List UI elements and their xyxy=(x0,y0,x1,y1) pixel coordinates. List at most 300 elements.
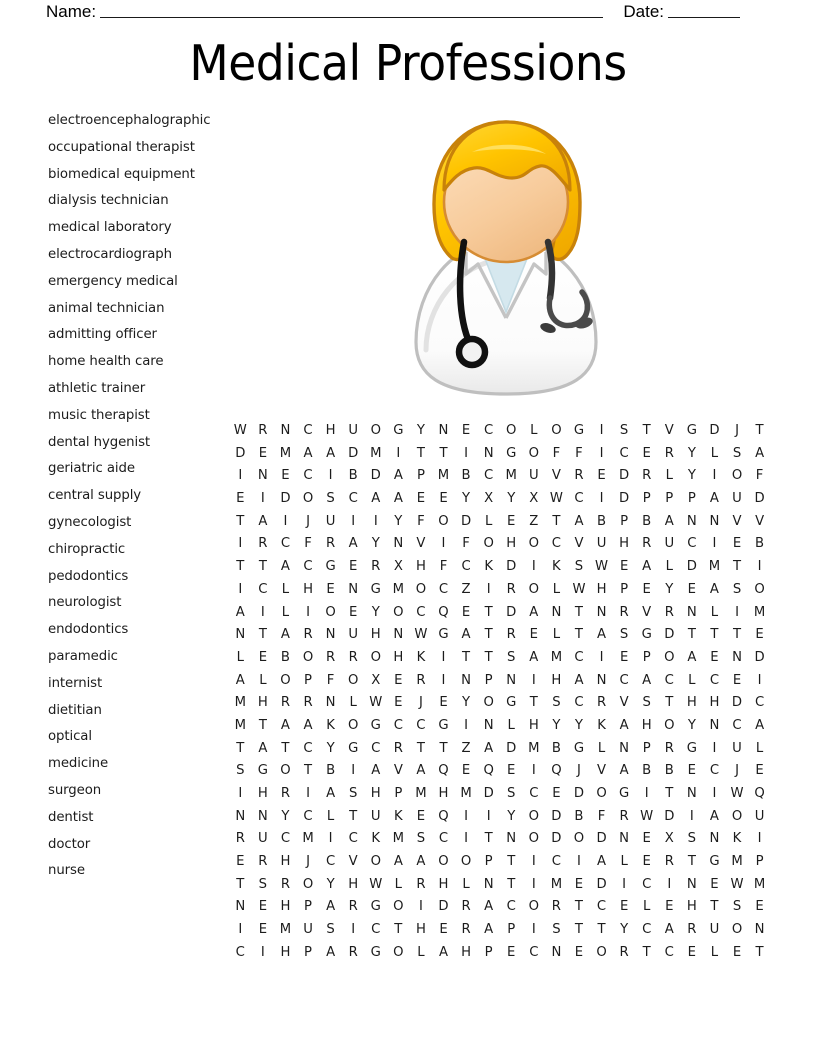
grid-cell[interactable]: H xyxy=(257,695,268,711)
grid-cell[interactable]: C xyxy=(416,717,426,733)
grid-cell[interactable]: G xyxy=(370,717,381,733)
grid-cell[interactable]: R xyxy=(461,899,471,915)
grid-cell[interactable]: T xyxy=(507,854,516,870)
grid-cell[interactable]: I xyxy=(667,876,672,892)
grid-cell[interactable]: E xyxy=(665,899,674,915)
grid-cell[interactable]: D xyxy=(619,491,630,507)
grid-cell[interactable]: W xyxy=(595,559,609,575)
grid-cell[interactable]: L xyxy=(710,445,719,461)
grid-cell[interactable]: C xyxy=(303,423,313,438)
grid-cell[interactable]: B xyxy=(461,468,471,484)
grid-cell[interactable]: N xyxy=(551,604,562,620)
grid-cell[interactable]: J xyxy=(306,854,310,870)
grid-cell[interactable]: Z xyxy=(461,740,471,756)
grid-cell[interactable]: O xyxy=(483,695,494,711)
grid-cell[interactable]: E xyxy=(416,491,426,507)
grid-cell[interactable]: N xyxy=(506,672,517,688)
grid-cell[interactable]: U xyxy=(732,740,742,756)
grid-cell[interactable]: G xyxy=(506,695,517,711)
word-list-item[interactable]: medicine xyxy=(48,756,109,772)
grid-cell[interactable]: M xyxy=(392,831,405,847)
grid-cell[interactable]: I xyxy=(351,763,356,779)
grid-cell[interactable]: V xyxy=(597,763,607,779)
grid-cell[interactable]: B xyxy=(280,649,290,665)
grid-cell[interactable]: E xyxy=(687,763,697,779)
grid-cell[interactable]: I xyxy=(441,649,446,665)
grid-cell[interactable]: N xyxy=(483,445,494,461)
grid-cell[interactable]: H xyxy=(596,581,607,597)
grid-cell[interactable]: C xyxy=(235,944,245,960)
grid-cell[interactable]: O xyxy=(370,649,381,665)
grid-cell[interactable]: I xyxy=(757,831,762,847)
grid-cell[interactable]: I xyxy=(486,581,491,597)
word-list-item[interactable]: medical laboratory xyxy=(48,220,172,236)
word-list-item[interactable]: nurse xyxy=(48,863,85,879)
grid-cell[interactable]: S xyxy=(732,899,742,915)
grid-cell[interactable]: W xyxy=(640,808,654,824)
grid-cell[interactable]: H xyxy=(528,717,539,733)
grid-cell[interactable]: O xyxy=(731,808,743,824)
grid-cell[interactable]: A xyxy=(393,854,403,870)
grid-cell[interactable]: K xyxy=(484,559,493,575)
grid-cell[interactable]: C xyxy=(551,854,561,870)
grid-cell[interactable]: R xyxy=(687,922,697,938)
grid-cell[interactable]: A xyxy=(642,559,652,575)
grid-cell[interactable]: S xyxy=(619,423,629,438)
grid-cell[interactable]: C xyxy=(574,491,584,507)
grid-cell[interactable]: E xyxy=(619,559,629,575)
grid-cell[interactable]: O xyxy=(393,899,404,915)
grid-cell[interactable]: I xyxy=(644,786,649,801)
grid-cell[interactable]: P xyxy=(620,581,629,597)
grid-cell[interactable]: G xyxy=(438,627,449,643)
grid-cell[interactable]: O xyxy=(731,922,743,938)
grid-cell[interactable]: H xyxy=(438,786,449,801)
grid-cell[interactable]: H xyxy=(551,672,562,688)
grid-cell[interactable]: A xyxy=(709,491,719,507)
grid-cell[interactable]: D xyxy=(596,831,607,847)
grid-cell[interactable]: C xyxy=(506,899,516,915)
grid-cell[interactable]: S xyxy=(326,491,335,507)
grid-cell[interactable]: R xyxy=(326,649,336,665)
grid-cell[interactable]: G xyxy=(348,740,359,756)
grid-cell[interactable]: C xyxy=(596,899,607,915)
grid-cell[interactable]: L xyxy=(710,604,719,620)
grid-cell[interactable]: M xyxy=(302,831,314,847)
grid-cell[interactable]: A xyxy=(393,491,403,507)
grid-cell[interactable]: N xyxy=(257,808,268,824)
grid-cell[interactable]: A xyxy=(755,717,765,733)
grid-cell[interactable]: T xyxy=(236,559,245,575)
grid-cell[interactable]: A xyxy=(664,922,674,938)
grid-cell[interactable]: C xyxy=(709,763,720,779)
word-list-item[interactable]: home health care xyxy=(48,354,164,370)
grid-cell[interactable]: L xyxy=(710,944,719,960)
grid-cell[interactable]: A xyxy=(393,468,403,484)
grid-cell[interactable]: J xyxy=(735,423,739,438)
grid-cell[interactable]: R xyxy=(280,695,291,711)
grid-cell[interactable]: T xyxy=(258,559,267,575)
grid-cell[interactable]: E xyxy=(552,786,561,801)
grid-cell[interactable]: C xyxy=(280,831,291,847)
grid-cell[interactable]: T xyxy=(394,922,403,938)
grid-cell[interactable]: A xyxy=(484,740,494,756)
grid-cell[interactable]: E xyxy=(755,627,764,643)
grid-cell[interactable]: M xyxy=(279,445,292,461)
grid-cell[interactable]: F xyxy=(597,808,606,824)
grid-cell[interactable]: R xyxy=(664,854,674,870)
grid-cell[interactable]: M xyxy=(708,559,721,575)
grid-cell[interactable]: C xyxy=(642,876,652,892)
grid-cell[interactable]: H xyxy=(686,695,697,711)
grid-cell[interactable]: R xyxy=(461,922,471,938)
grid-cell[interactable]: A xyxy=(619,717,629,733)
grid-cell[interactable]: T xyxy=(574,922,583,938)
grid-cell[interactable]: C xyxy=(280,536,291,552)
grid-cell[interactable]: I xyxy=(757,672,762,688)
grid-cell[interactable]: R xyxy=(393,740,403,756)
grid-cell[interactable]: C xyxy=(529,944,539,960)
word-list-item[interactable]: electroencephalographic xyxy=(48,113,211,128)
grid-cell[interactable]: Q xyxy=(438,604,449,620)
grid-cell[interactable]: V xyxy=(574,536,584,552)
grid-cell[interactable]: N xyxy=(686,604,697,620)
grid-cell[interactable]: N xyxy=(393,536,404,552)
grid-cell[interactable]: E xyxy=(236,854,245,870)
grid-cell[interactable]: E xyxy=(439,491,448,507)
grid-cell[interactable]: A xyxy=(709,808,719,824)
grid-cell[interactable]: J xyxy=(418,695,423,711)
grid-cell[interactable]: I xyxy=(260,944,265,960)
grid-cell[interactable]: S xyxy=(732,445,742,461)
grid-cell[interactable]: F xyxy=(439,559,448,575)
grid-cell[interactable]: D xyxy=(596,876,607,892)
grid-cell[interactable]: T xyxy=(665,786,674,801)
grid-cell[interactable]: C xyxy=(484,423,494,438)
grid-cell[interactable]: P xyxy=(507,922,516,938)
grid-cell[interactable]: E xyxy=(597,468,606,484)
grid-cell[interactable]: E xyxy=(574,876,584,892)
grid-cell[interactable]: C xyxy=(438,581,449,597)
grid-cell[interactable]: M xyxy=(234,717,246,733)
grid-cell[interactable]: L xyxy=(643,899,651,915)
grid-cell[interactable]: R xyxy=(348,649,358,665)
grid-cell[interactable]: M xyxy=(392,581,405,597)
grid-cell[interactable]: Q xyxy=(754,786,765,801)
grid-cell[interactable]: L xyxy=(394,876,403,892)
grid-cell[interactable]: E xyxy=(326,581,335,597)
grid-cell[interactable]: Z xyxy=(529,513,539,529)
grid-cell[interactable]: F xyxy=(552,445,561,461)
grid-cell[interactable]: I xyxy=(418,899,423,915)
word-list-item[interactable]: endodontics xyxy=(48,622,129,638)
grid-cell[interactable]: V xyxy=(551,468,561,484)
grid-cell[interactable]: I xyxy=(757,559,762,575)
grid-cell[interactable]: A xyxy=(326,899,336,915)
grid-cell[interactable]: R xyxy=(551,899,561,915)
grid-cell[interactable]: L xyxy=(484,513,493,529)
grid-cell[interactable]: W xyxy=(549,491,563,507)
grid-cell[interactable]: E xyxy=(349,559,358,575)
grid-cell[interactable]: I xyxy=(306,786,310,801)
grid-cell[interactable]: U xyxy=(709,922,720,938)
grid-cell[interactable]: G xyxy=(506,445,517,461)
grid-cell[interactable]: N xyxy=(732,649,742,665)
grid-cell[interactable]: I xyxy=(351,513,356,529)
grid-cell[interactable]: E xyxy=(574,944,584,960)
grid-cell[interactable]: O xyxy=(506,423,517,438)
grid-cell[interactable]: T xyxy=(439,740,448,756)
grid-cell[interactable]: M xyxy=(370,445,382,461)
date-write-in-line[interactable] xyxy=(668,2,740,18)
grid-cell[interactable]: L xyxy=(236,649,244,665)
grid-cell[interactable]: M xyxy=(415,786,427,801)
grid-cell[interactable]: E xyxy=(710,876,719,892)
grid-cell[interactable]: C xyxy=(393,717,403,733)
grid-cell[interactable]: C xyxy=(303,808,313,824)
grid-cell[interactable]: G xyxy=(325,559,336,575)
grid-cell[interactable]: T xyxy=(281,740,290,756)
grid-cell[interactable]: K xyxy=(371,831,381,847)
grid-cell[interactable]: O xyxy=(528,581,539,597)
grid-cell[interactable]: Y xyxy=(371,604,380,620)
grid-cell[interactable]: L xyxy=(620,854,628,870)
grid-cell[interactable]: C xyxy=(574,695,584,711)
grid-cell[interactable]: N xyxy=(596,604,607,620)
grid-cell[interactable]: X xyxy=(371,672,381,688)
grid-cell[interactable]: H xyxy=(619,536,630,552)
grid-cell[interactable]: T xyxy=(665,695,674,711)
grid-cell[interactable]: H xyxy=(325,423,336,438)
grid-cell[interactable]: N xyxy=(235,899,246,915)
grid-cell[interactable]: I xyxy=(464,831,469,847)
grid-cell[interactable]: E xyxy=(529,627,538,643)
grid-cell[interactable]: G xyxy=(257,763,268,779)
grid-cell[interactable]: R xyxy=(619,604,629,620)
grid-cell[interactable]: E xyxy=(461,423,471,438)
word-list-item[interactable]: optical xyxy=(48,729,92,745)
word-list-item[interactable]: dental hygenist xyxy=(48,434,151,450)
grid-cell[interactable]: L xyxy=(665,559,673,575)
grid-cell[interactable]: U xyxy=(348,627,358,643)
grid-cell[interactable]: V xyxy=(393,763,403,779)
grid-cell[interactable]: A xyxy=(461,627,471,643)
grid-cell[interactable]: R xyxy=(664,445,674,461)
grid-cell[interactable]: U xyxy=(732,491,742,507)
grid-cell[interactable]: I xyxy=(260,491,265,507)
grid-cell[interactable]: Y xyxy=(552,717,561,733)
grid-cell[interactable]: E xyxy=(732,944,742,960)
grid-cell[interactable]: T xyxy=(755,944,764,960)
grid-cell[interactable]: T xyxy=(732,627,742,643)
grid-cell[interactable]: T xyxy=(687,854,696,870)
grid-cell[interactable]: O xyxy=(302,649,314,665)
grid-cell[interactable]: R xyxy=(303,627,313,643)
grid-cell[interactable]: O xyxy=(302,491,314,507)
grid-cell[interactable]: Y xyxy=(281,808,290,824)
grid-cell[interactable]: B xyxy=(326,763,336,779)
grid-cell[interactable]: R xyxy=(596,695,607,711)
grid-cell[interactable]: E xyxy=(642,831,651,847)
grid-cell[interactable]: O xyxy=(528,808,539,824)
grid-cell[interactable]: H xyxy=(641,717,652,733)
grid-cell[interactable]: L xyxy=(281,581,290,597)
grid-cell[interactable]: I xyxy=(238,536,243,552)
grid-cell[interactable]: E xyxy=(687,944,697,960)
word-list-item[interactable]: animal technician xyxy=(48,300,165,316)
grid-cell[interactable]: Y xyxy=(507,808,516,824)
grid-cell[interactable]: E xyxy=(258,922,268,938)
grid-cell[interactable]: X xyxy=(529,491,539,507)
grid-cell[interactable]: C xyxy=(303,468,313,484)
grid-cell[interactable]: E xyxy=(394,695,403,711)
grid-cell[interactable]: E xyxy=(732,672,742,688)
grid-cell[interactable]: S xyxy=(236,763,245,779)
grid-cell[interactable]: A xyxy=(258,740,268,756)
grid-cell[interactable]: O xyxy=(393,604,404,620)
grid-cell[interactable]: D xyxy=(551,831,562,847)
grid-cell[interactable]: H xyxy=(280,854,291,870)
grid-cell[interactable]: D xyxy=(438,899,449,915)
grid-cell[interactable]: T xyxy=(642,944,651,960)
grid-cell[interactable]: Y xyxy=(687,468,696,484)
grid-cell[interactable]: A xyxy=(574,672,584,688)
grid-cell[interactable]: G xyxy=(370,899,381,915)
grid-cell[interactable]: R xyxy=(235,831,245,847)
grid-cell[interactable]: C xyxy=(664,944,674,960)
grid-cell[interactable]: V xyxy=(348,854,358,870)
grid-cell[interactable]: C xyxy=(416,604,426,620)
grid-cell[interactable]: H xyxy=(257,786,268,801)
grid-cell[interactable]: G xyxy=(641,627,652,643)
grid-cell[interactable]: A xyxy=(280,717,290,733)
grid-cell[interactable]: Y xyxy=(687,717,696,733)
grid-cell[interactable]: A xyxy=(235,672,245,688)
grid-cell[interactable]: E xyxy=(507,944,516,960)
grid-cell[interactable]: S xyxy=(642,695,651,711)
grid-cell[interactable]: D xyxy=(370,468,381,484)
grid-cell[interactable]: R xyxy=(416,876,426,892)
grid-cell[interactable]: H xyxy=(415,559,426,575)
grid-cell[interactable]: I xyxy=(712,536,717,552)
grid-cell[interactable]: Y xyxy=(326,876,335,892)
grid-cell[interactable]: N xyxy=(483,876,494,892)
grid-cell[interactable]: R xyxy=(348,899,358,915)
grid-cell[interactable]: M xyxy=(437,468,450,484)
grid-cell[interactable]: N xyxy=(686,513,697,529)
grid-cell[interactable]: O xyxy=(551,423,562,438)
grid-cell[interactable]: L xyxy=(688,672,696,688)
grid-cell[interactable]: B xyxy=(551,740,561,756)
grid-cell[interactable]: H xyxy=(280,944,291,960)
grid-cell[interactable]: A xyxy=(642,672,652,688)
grid-cell[interactable]: W xyxy=(730,876,744,892)
grid-cell[interactable]: C xyxy=(642,922,652,938)
word-list-item[interactable]: occupational therapist xyxy=(48,139,195,155)
grid-cell[interactable]: T xyxy=(642,423,651,438)
grid-cell[interactable]: S xyxy=(552,922,561,938)
grid-cell[interactable]: I xyxy=(238,468,243,484)
grid-cell[interactable]: I xyxy=(622,876,627,892)
grid-cell[interactable]: D xyxy=(619,468,630,484)
grid-cell[interactable]: E xyxy=(710,649,719,665)
grid-cell[interactable]: M xyxy=(550,649,563,665)
grid-cell[interactable]: R xyxy=(280,876,291,892)
grid-cell[interactable]: I xyxy=(735,604,739,620)
grid-cell[interactable]: J xyxy=(577,763,581,779)
grid-cell[interactable]: R xyxy=(619,808,629,824)
word-list-item[interactable]: electrocardiograph xyxy=(48,246,172,262)
grid-cell[interactable]: H xyxy=(370,786,381,801)
grid-cell[interactable]: T xyxy=(236,513,245,529)
grid-cell[interactable]: A xyxy=(529,649,539,665)
grid-cell[interactable]: T xyxy=(755,423,764,438)
grid-cell[interactable]: O xyxy=(280,672,291,688)
grid-cell[interactable]: U xyxy=(528,468,539,484)
grid-cell[interactable]: L xyxy=(349,695,357,711)
grid-cell[interactable]: A xyxy=(597,627,607,643)
grid-cell[interactable]: G xyxy=(573,423,585,438)
grid-cell[interactable]: P xyxy=(484,672,493,688)
grid-cell[interactable]: S xyxy=(552,695,561,711)
grid-cell[interactable]: C xyxy=(438,831,449,847)
grid-cell[interactable]: S xyxy=(507,649,516,665)
grid-cell[interactable]: T xyxy=(303,763,313,779)
grid-cell[interactable]: R xyxy=(642,468,652,484)
grid-cell[interactable]: P xyxy=(642,649,651,665)
grid-cell[interactable]: A xyxy=(619,763,629,779)
grid-cell[interactable]: M xyxy=(731,854,743,870)
grid-cell[interactable]: N xyxy=(393,627,404,643)
grid-cell[interactable]: L xyxy=(755,740,764,756)
grid-cell[interactable]: N xyxy=(686,876,697,892)
grid-cell[interactable]: C xyxy=(348,491,358,507)
grid-cell[interactable]: C xyxy=(461,559,471,575)
grid-cell[interactable]: W xyxy=(730,786,744,801)
grid-cell[interactable]: T xyxy=(484,627,493,643)
grid-cell[interactable]: H xyxy=(686,899,697,915)
grid-cell[interactable]: I xyxy=(712,468,717,484)
grid-cell[interactable]: X xyxy=(393,559,403,575)
grid-cell[interactable]: O xyxy=(528,445,539,461)
grid-cell[interactable]: I xyxy=(531,672,536,688)
word-search-grid[interactable] xyxy=(229,420,771,965)
grid-cell[interactable]: R xyxy=(258,854,268,870)
grid-cell[interactable]: L xyxy=(597,740,606,756)
grid-cell[interactable]: C xyxy=(754,695,765,711)
grid-cell[interactable]: P xyxy=(687,491,696,507)
grid-cell[interactable]: I xyxy=(599,423,604,438)
grid-cell[interactable]: N xyxy=(709,831,720,847)
grid-cell[interactable]: T xyxy=(236,876,245,892)
grid-cell[interactable]: E xyxy=(732,536,742,552)
grid-cell[interactable]: H xyxy=(461,944,472,960)
grid-cell[interactable]: D xyxy=(664,627,675,643)
grid-cell[interactable]: E xyxy=(349,604,358,620)
grid-cell[interactable]: P xyxy=(642,491,651,507)
grid-cell[interactable]: C xyxy=(348,831,358,847)
grid-cell[interactable]: G xyxy=(686,740,697,756)
grid-cell[interactable]: O xyxy=(528,899,539,915)
grid-cell[interactable]: B xyxy=(755,536,765,552)
grid-cell[interactable]: A xyxy=(574,513,584,529)
grid-cell[interactable]: V xyxy=(416,536,426,552)
grid-cell[interactable]: T xyxy=(484,831,493,847)
grid-cell[interactable]: A xyxy=(484,922,494,938)
grid-cell[interactable]: E xyxy=(236,491,245,507)
grid-cell[interactable]: E xyxy=(507,763,516,779)
grid-cell[interactable]: V xyxy=(664,423,674,438)
